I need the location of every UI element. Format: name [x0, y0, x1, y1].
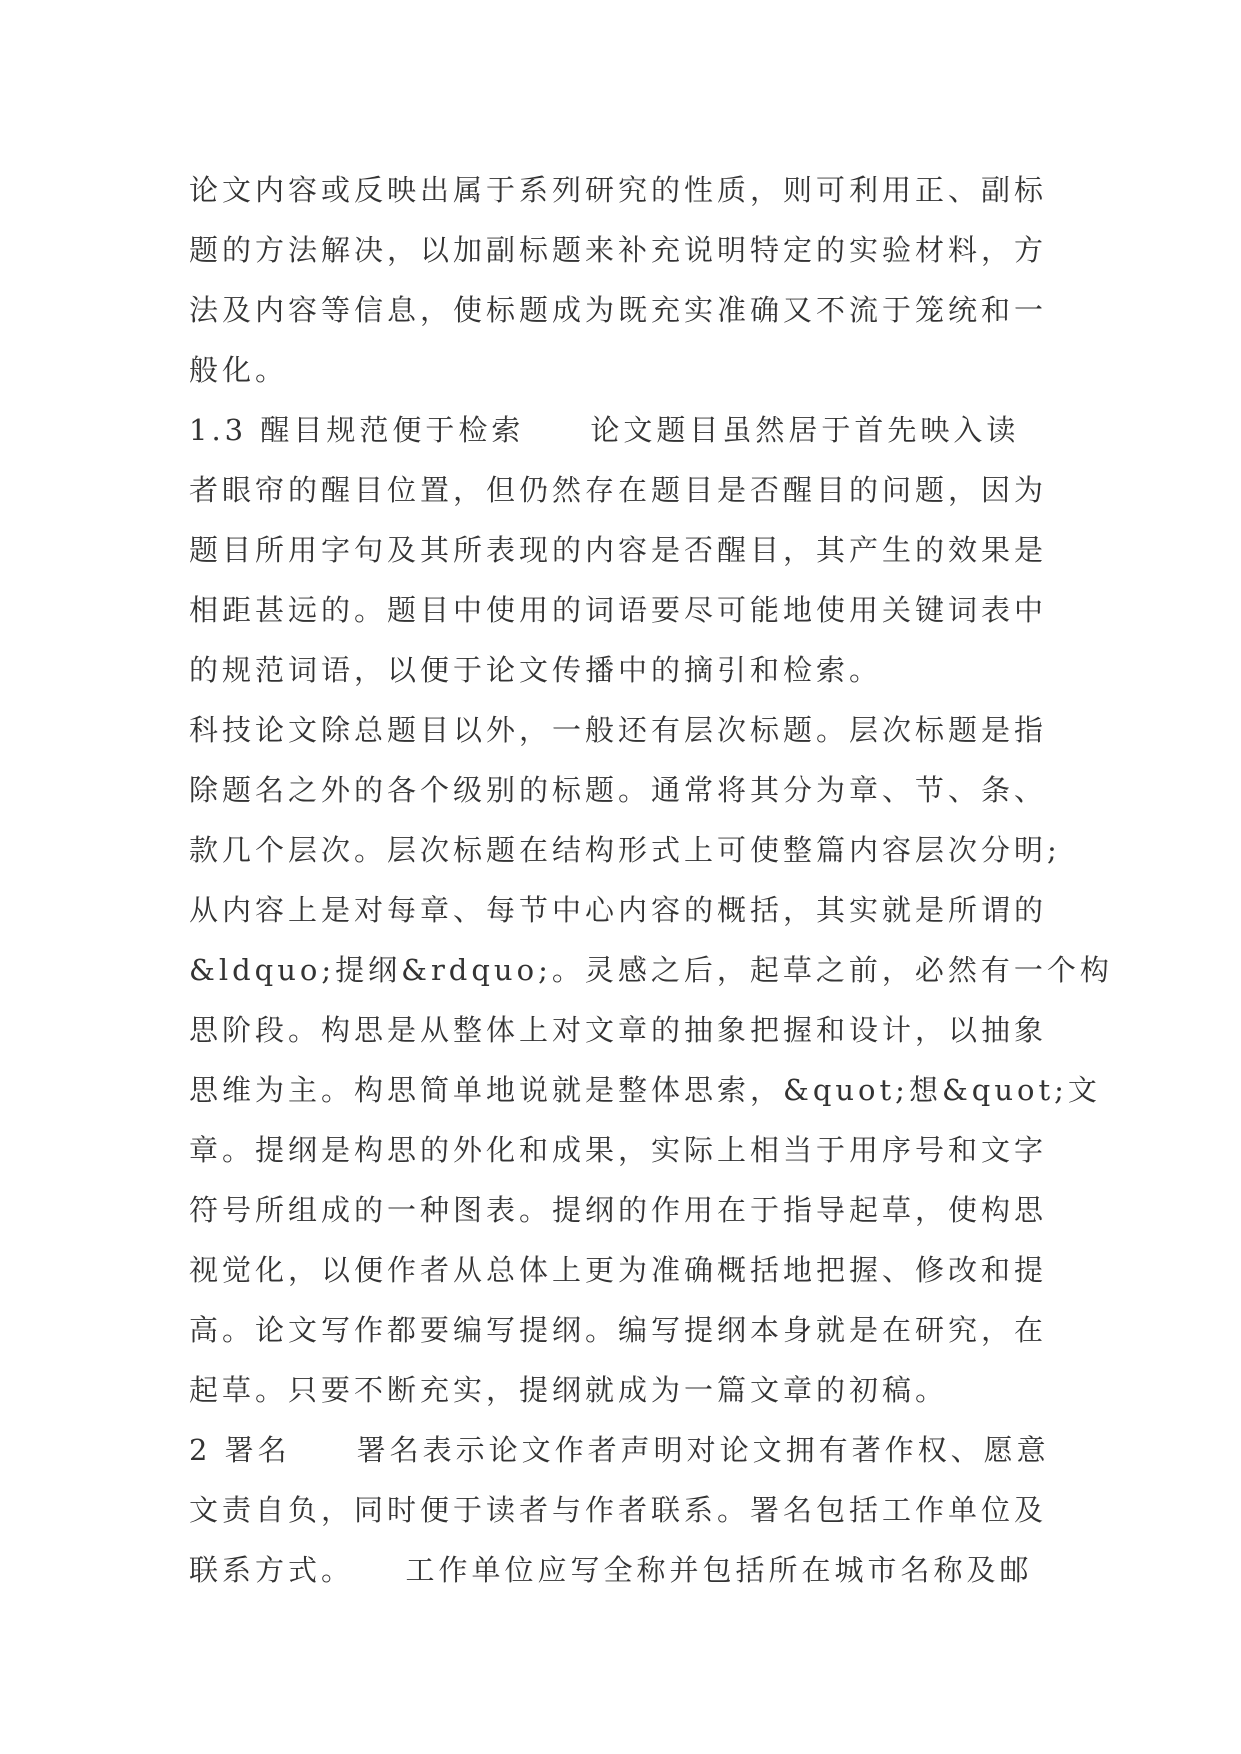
text-line: 从内容上是对每章、每节中心内容的概括，其实就是所谓的 [189, 893, 1048, 927]
text-line: 章。提纲是构思的外化和成果，实际上相当于用序号和文字 [189, 1133, 1048, 1167]
text-line: 款几个层次。层次标题在结构形式上可使整篇内容层次分明; [189, 833, 1061, 867]
text-line: 视觉化，以便作者从总体上更为准确概括地把握、修改和提 [189, 1253, 1048, 1287]
text-line: 法及内容等信息，使标题成为既充实准确又不流于笼统和一 [189, 293, 1048, 327]
text-line: 思维为主。构思简单地说就是整体思索，&quot;想&quot;文 [189, 1073, 1101, 1107]
text-line: 题目所用字句及其所表现的内容是否醒目，其产生的效果是 [189, 533, 1048, 567]
text-line: 起草。只要不断充实，提纲就成为一篇文章的初稿。 [189, 1373, 949, 1407]
text-line: 科技论文除总题目以外，一般还有层次标题。层次标题是指 [189, 713, 1048, 747]
text-line: 题的方法解决，以加副标题来补充说明特定的实验材料，方 [189, 233, 1048, 267]
text-line: 除题名之外的各个级别的标题。通常将其分为章、节、条、 [189, 773, 1048, 807]
text-line: &ldquo;提纲&rdquo;。灵感之后，起草之前，必然有一个构 [189, 953, 1113, 987]
text-line: 的规范词语，以便于论文传播中的摘引和检索。 [189, 653, 883, 687]
text-line: 高。论文写作都要编写提纲。编写提纲本身就是在研究，在 [189, 1313, 1048, 1347]
text-line: 者眼帘的醒目位置，但仍然存在题目是否醒目的问题，因为 [189, 473, 1048, 507]
text-line: 思阶段。构思是从整体上对文章的抽象把握和设计，以抽象 [189, 1013, 1048, 1047]
text-line: 论文内容或反映出属于系列研究的性质，则可利用正、副标 [189, 173, 1048, 207]
text-line: 文责自负，同时便于读者与作者联系。署名包括工作单位及 [189, 1493, 1048, 1527]
text-line: 相距甚远的。题目中使用的词语要尽可能地使用关键词表中 [189, 593, 1048, 627]
text-line: 联系方式。 工作单位应写全称并包括所在城市名称及邮 [189, 1553, 1033, 1587]
section-heading-line: 2 署名 署名表示论文作者声明对论文拥有著作权、愿意 [189, 1433, 1050, 1467]
text-line: 般化。 [189, 353, 289, 387]
text-line: 符号所组成的一种图表。提纲的作用在于指导起草，使构思 [189, 1193, 1048, 1227]
section-heading-line: 1.3 醒目规范便于检索 论文题目虽然居于首先映入读 [189, 413, 1020, 447]
body-text [189, 160, 1113, 1600]
